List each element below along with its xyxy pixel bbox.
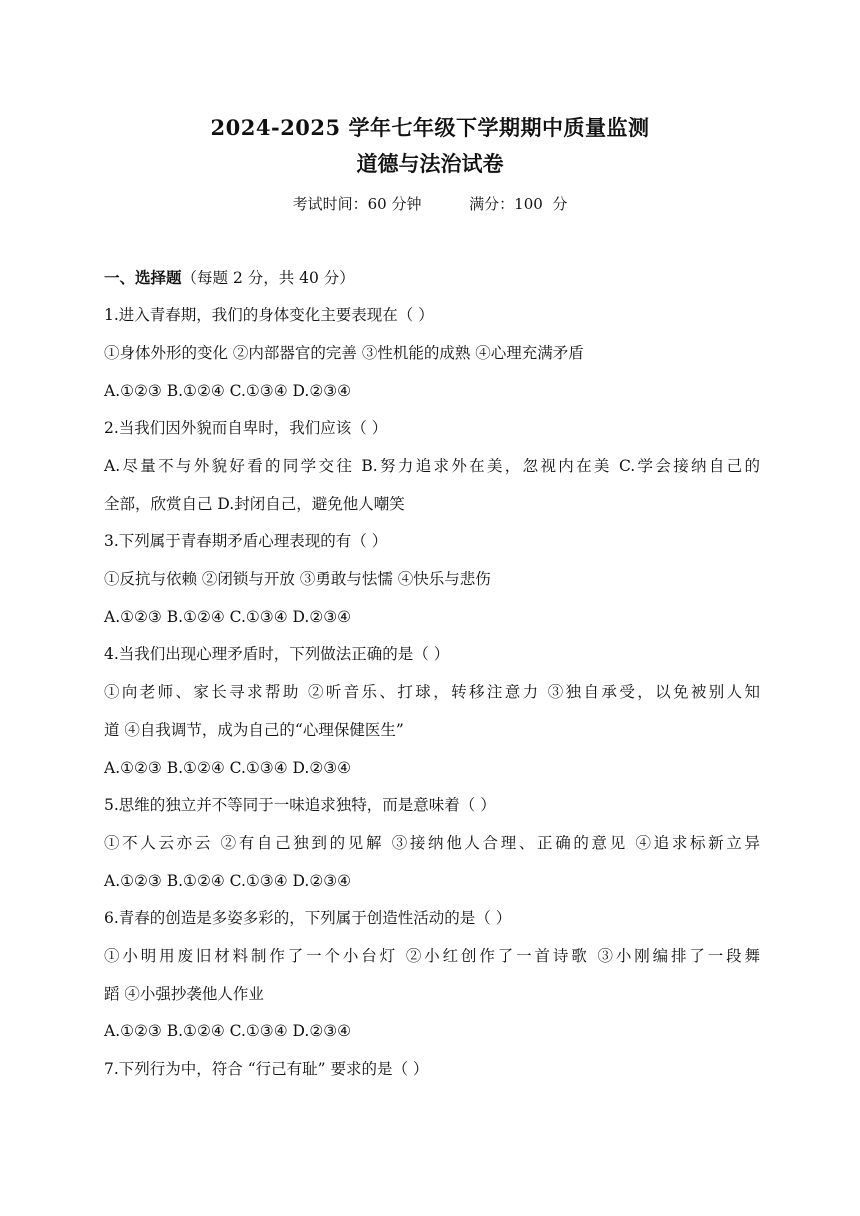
question-1-options: A.①②③ B.①②④ C.①③④ D.②③④ (104, 382, 352, 400)
section-note: （每题 2 分，共 40 分） (181, 269, 355, 287)
question-6-items-line2: 蹈 ④小强抄袭他人作业 (104, 985, 264, 1003)
question-7-stem: 7.下列行为中，符合 “行己有耻” 要求的是（ ） (104, 1060, 429, 1078)
question-1-items: ①身体外形的变化 ②内部器官的完善 ③性机能的成熟 ④心理充满矛盾 (104, 344, 584, 362)
section-name: 一、选择题 (104, 268, 182, 287)
question-6-items-line1: ①小明用废旧材料制作了一个小台灯 ②小红创作了一首诗歌 ③小刚编排了一段舞 (104, 947, 760, 965)
exam-info: 考试时间：60 分钟 满分：100 分 (292, 195, 568, 213)
section-heading (104, 266, 355, 288)
question-5-options: A.①②③ B.①②④ C.①③④ D.②③④ (104, 872, 352, 890)
exam-title: 2024-2025 学年七年级下学期期中质量监测 (210, 115, 650, 140)
question-6-stem: 6.青春的创造是多姿多彩的，下列属于创造性活动的是（ ） (104, 909, 512, 927)
question-3-options: A.①②③ B.①②④ C.①③④ D.②③④ (104, 608, 352, 626)
question-4-options: A.①②③ B.①②④ C.①③④ D.②③④ (104, 759, 352, 777)
question-4-stem: 4.当我们出现心理矛盾时，下列做法正确的是（ ） (104, 645, 450, 663)
question-3-items: ①反抗与依赖 ②闭锁与开放 ③勇敢与怯懦 ④快乐与悲伤 (104, 570, 491, 588)
question-3-stem: 3.下列属于青春期矛盾心理表现的有（ ） (104, 532, 388, 550)
question-5-stem: 5.思维的独立并不等同于一味追求独特，而是意味着（ ） (104, 796, 496, 814)
question-2-options-line2: 全部，欣赏自己 D.封闭自己，避免他人嘲笑 (104, 495, 405, 513)
question-6-options: A.①②③ B.①②④ C.①③④ D.②③④ (104, 1022, 352, 1040)
question-2-options-line1: A.尽量不与外貌好看的同学交往 B.努力追求外在美，忽视内在美 C.学会接纳自己的 (104, 457, 760, 475)
exam-subject-title: 道德与法治试卷 (356, 151, 504, 176)
question-4-items-line1: ①向老师、家长寻求帮助 ②听音乐、打球，转移注意力 ③独自承受，以免被别人知 (104, 683, 760, 701)
question-2-stem: 2.当我们因外貌而自卑时，我们应该（ ） (104, 419, 388, 437)
question-5-items: ①不人云亦云 ②有自己独到的见解 ③接纳他人合理、正确的意见 ④追求标新立异 (104, 834, 760, 852)
question-4-items-line2: 道 ④自我调节，成为自己的“心理保健医生” (104, 721, 404, 739)
question-1-stem: 1.进入青春期，我们的身体变化主要表现在（ ） (104, 306, 434, 324)
